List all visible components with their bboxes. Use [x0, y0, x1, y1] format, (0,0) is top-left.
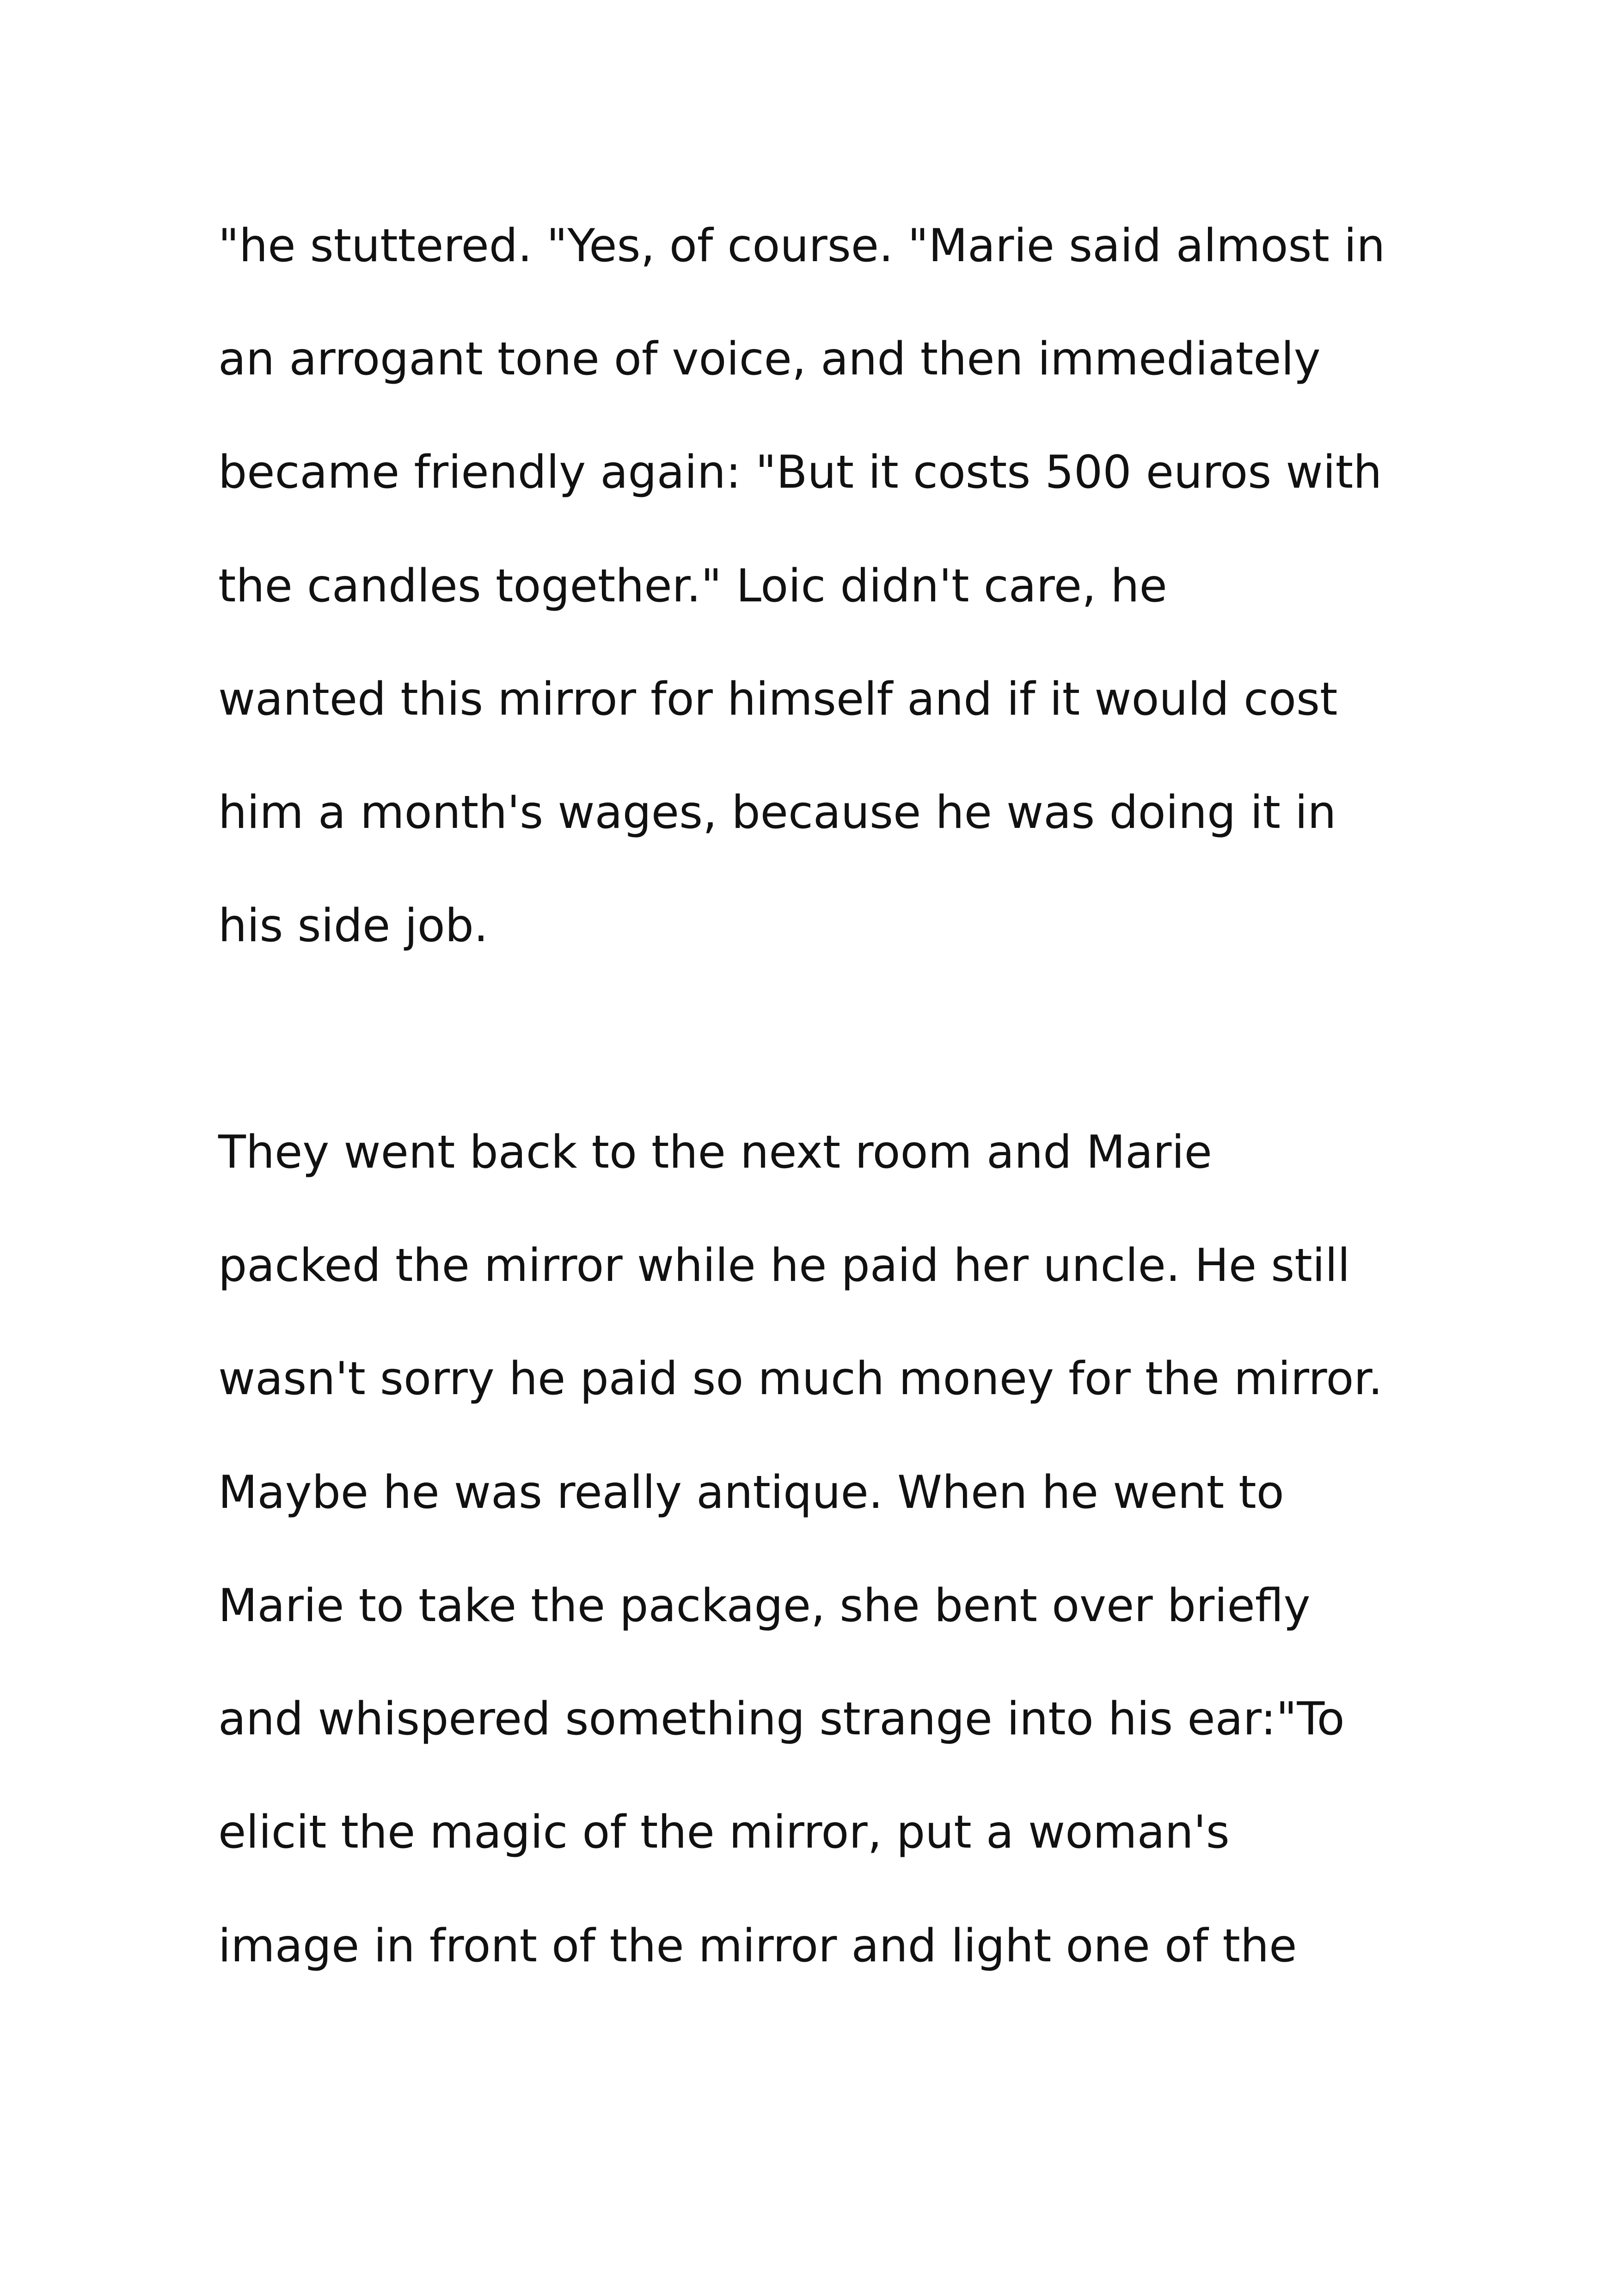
text-line: Marie to take the package, she bent over briefly — [218, 1580, 1311, 1632]
text-line: his side job. — [218, 900, 489, 952]
text-line: elicit the magic of the mirror, put a woman's — [218, 1806, 1230, 1859]
text-line: They went back to the next room and Marie — [218, 1126, 1212, 1179]
text-line: became friendly again: "But it costs 500 euros with — [218, 446, 1382, 499]
text-line: an arrogant tone of voice, and then immediately — [218, 333, 1321, 386]
text-line: and whispered something strange into his ear:"To — [218, 1693, 1345, 1745]
text-line: him a month's wages, because he was doing it in — [218, 786, 1336, 839]
text-line: wasn't sorry he paid so much money for the mirror. — [218, 1353, 1383, 1405]
text-line: the candles together." Loic didn't care, he — [218, 560, 1167, 612]
text-line: image in front of the mirror and light one of the — [218, 1920, 1297, 1972]
text-line: "he stuttered. "Yes, of course. "Marie said almost in — [218, 220, 1385, 272]
text-line: wanted this mirror for himself and if it would cost — [218, 673, 1338, 726]
text-line: Maybe he was really antique. When he went to — [218, 1466, 1284, 1519]
text-line: packed the mirror while he paid her uncle. He still — [218, 1239, 1350, 1292]
